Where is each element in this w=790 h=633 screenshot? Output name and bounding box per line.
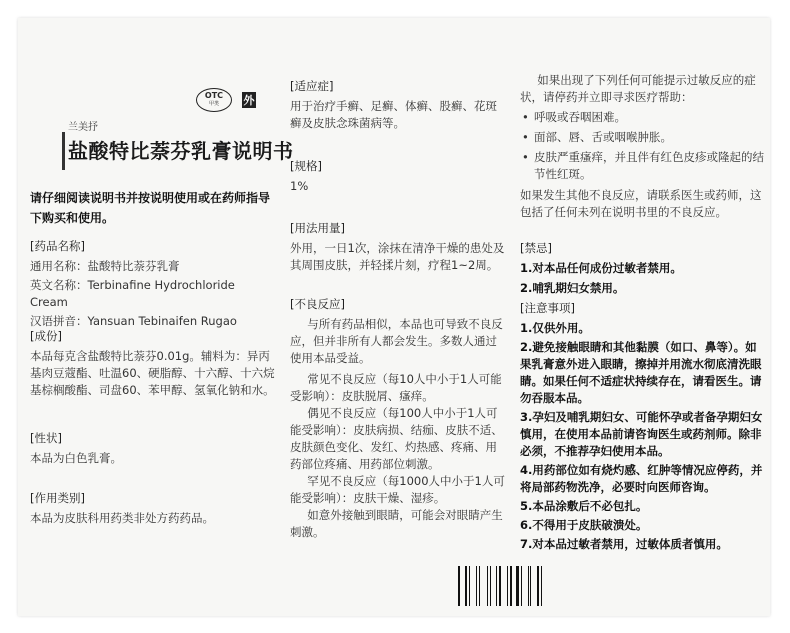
barcode-bar xyxy=(541,566,542,606)
section-usage xyxy=(290,220,506,274)
section-heading: [性状] xyxy=(30,431,62,445)
barcode-bar xyxy=(472,566,474,606)
barcode-bar xyxy=(544,566,546,606)
spec-text: 1% xyxy=(290,179,309,193)
precaution-item: 7.对本品过敏者禁用，过敏体质者慎用。 xyxy=(520,537,728,551)
precaution-item: 2.避免接触眼睛和其他黏膜（如口、鼻等）。如果乳膏意外进入眼睛，擦掉并用流水彻底清洗眼睛。如果任何不适症状持续存在，请看医生。请勿吞服本品。 xyxy=(520,340,762,405)
precaution-item: 5.本品涂敷后不必包扎。 xyxy=(520,499,648,513)
section-heading: [作用类别] xyxy=(30,491,85,505)
barcode-bar xyxy=(479,566,480,606)
category-text: 本品为皮肤科用药类非处方药药品。 xyxy=(30,511,214,525)
barcode-bar xyxy=(521,566,522,606)
otc-class-label: 甲类 xyxy=(208,101,219,107)
barcode-bar xyxy=(490,566,491,606)
precaution-item: 3.孕妇及哺乳期妇女、可能怀孕或者备孕期妇女慎用，在使用本品前请咨询医生或药剂师。除非必须，不推荐孕妇使用本品。 xyxy=(520,410,763,458)
barcode-bar xyxy=(528,566,529,606)
section-spec xyxy=(290,158,506,195)
barcode-bar xyxy=(507,566,508,606)
barcode-bar xyxy=(496,566,497,606)
section-contra xyxy=(520,240,764,297)
barcode-bar xyxy=(462,566,463,606)
allergy-item: • 皮肤严重瘙痒，并且伴有红色皮疹或隆起的结节性红斑。 xyxy=(520,149,764,183)
adverse-outro: 如果发生其他不良反应，请联系医生或药师，这包括了任何未列在说明书里的不良反应。 xyxy=(520,188,762,219)
otc-marks xyxy=(196,88,256,112)
barcode-bar xyxy=(499,566,502,606)
section-adverse xyxy=(290,296,506,541)
barcode-bar xyxy=(492,566,494,606)
leaflet-sheet xyxy=(18,18,770,616)
drug-pinyin-name: 汉语拼音：Yansuan Tebinaifen Rugao xyxy=(30,314,237,328)
barcode-bar xyxy=(533,566,535,606)
section-heading: [禁忌] xyxy=(520,241,552,255)
section-indications xyxy=(290,78,506,132)
barcode-bar xyxy=(458,566,460,606)
allergy-item: • 呼吸或吞咽困难。 xyxy=(520,109,764,126)
usage-notice: 请仔细阅读说明书并按说明使用或在药师指导下购买和使用。 xyxy=(30,191,271,225)
allergy-intro: 如果出现了下列任何可能提示过敏反应的症状，请停药并立即寻求医疗帮助： xyxy=(520,73,756,104)
barcode-bar xyxy=(469,566,470,606)
adverse-intro: 与所有药品相似，本品也可导致不良反应，但并非所有人都会发生。多数人通过使用本品受益。 xyxy=(290,317,503,365)
section-heading: [成份] xyxy=(30,329,62,343)
otc-label: OTC xyxy=(204,91,224,100)
precaution-item: 4.用药部位如有烧灼感、红肿等情况应停药，并将局部药物洗净，必要时向医师咨询。 xyxy=(520,463,763,494)
otc-badge xyxy=(196,88,232,112)
barcode-bar xyxy=(537,566,540,606)
indications-text: 用于治疗手癣、足癣、体癣、股癣、花斑癣及皮肤念珠菌病等。 xyxy=(290,99,497,130)
section-heading: [用法用量] xyxy=(290,221,345,235)
adverse-occasional: 偶见不良反应（每100人中小于1人可能受影响）：皮肤病损、结痂、皮肤不适、皮肤颜色变化、发红、灼热感、疼痛、用药部位疼痛、用药部位刺激。 xyxy=(290,406,503,471)
section-heading: [适应症] xyxy=(290,79,334,93)
barcode-bar xyxy=(487,566,488,606)
barcode-bar xyxy=(514,566,515,606)
properties-text: 本品为白色乳膏。 xyxy=(30,451,122,465)
brand-name: 兰美抒 xyxy=(68,122,98,133)
external-use-badge: 外 xyxy=(243,94,255,107)
section-ingredients xyxy=(30,328,276,399)
section-drug-name xyxy=(30,238,276,330)
drug-english-name: 英文名称：Terbinafine Hydrochloride Cream xyxy=(30,278,235,309)
adverse-common: 常见不良反应（每10人中小于1人可能受影响）：皮肤脱屑、瘙痒。 xyxy=(290,372,502,403)
drug-generic-name: 通用名称：盐酸特比萘芬乳膏 xyxy=(30,259,180,273)
section-heading: [注意事项] xyxy=(520,301,575,315)
allergy-item: • 面部、唇、舌或咽喉肿胀。 xyxy=(520,129,764,146)
section-heading: [不良反应] xyxy=(290,297,345,311)
barcode-bar xyxy=(503,566,505,606)
precaution-item: 6.不得用于皮肤破溃处。 xyxy=(520,518,648,532)
barcode xyxy=(458,566,546,606)
section-heading: [药品名称] xyxy=(30,239,85,253)
barcode-bar xyxy=(516,566,519,606)
barcode-bar xyxy=(524,566,526,606)
section-allergy xyxy=(520,72,764,221)
barcode-bar xyxy=(465,566,468,606)
contra-item: 2.哺乳期妇女禁用。 xyxy=(520,281,625,295)
adverse-rare: 罕见不良反应（每1000人中小于1人可能受影响）：皮肤干燥、湿疹。 xyxy=(290,474,505,505)
adverse-eye: 如意外接触到眼睛，可能会对眼睛产生刺激。 xyxy=(290,508,503,539)
section-properties xyxy=(30,430,276,467)
title-accent-bar xyxy=(62,132,65,170)
section-category xyxy=(30,490,276,527)
barcode-bar xyxy=(476,566,478,606)
barcode-bar xyxy=(510,566,512,606)
section-heading: [规格] xyxy=(290,159,322,173)
precaution-item: 1.仅供外用。 xyxy=(520,321,590,335)
ingredients-text: 本品每克含盐酸特比萘芬0.01g。辅料为：异丙基肉豆蔻酯、吐温60、硬脂醇、十六醇、十六烷基棕榈酸酯、司盘60、苯甲醇、氢氧化钠和水。 xyxy=(30,349,275,397)
usage-text: 外用，一日1次，涂抹在清净干燥的患处及其周围皮肤，并轻揉片刻，疗程1~2周。 xyxy=(290,241,505,272)
section-precautions xyxy=(520,300,764,553)
page-title: 盐酸特比萘芬乳膏说明书 xyxy=(68,139,294,163)
contra-item: 1.对本品任何成份过敏者禁用。 xyxy=(520,261,682,275)
barcode-bar xyxy=(482,566,485,606)
barcode-bar xyxy=(530,566,531,606)
